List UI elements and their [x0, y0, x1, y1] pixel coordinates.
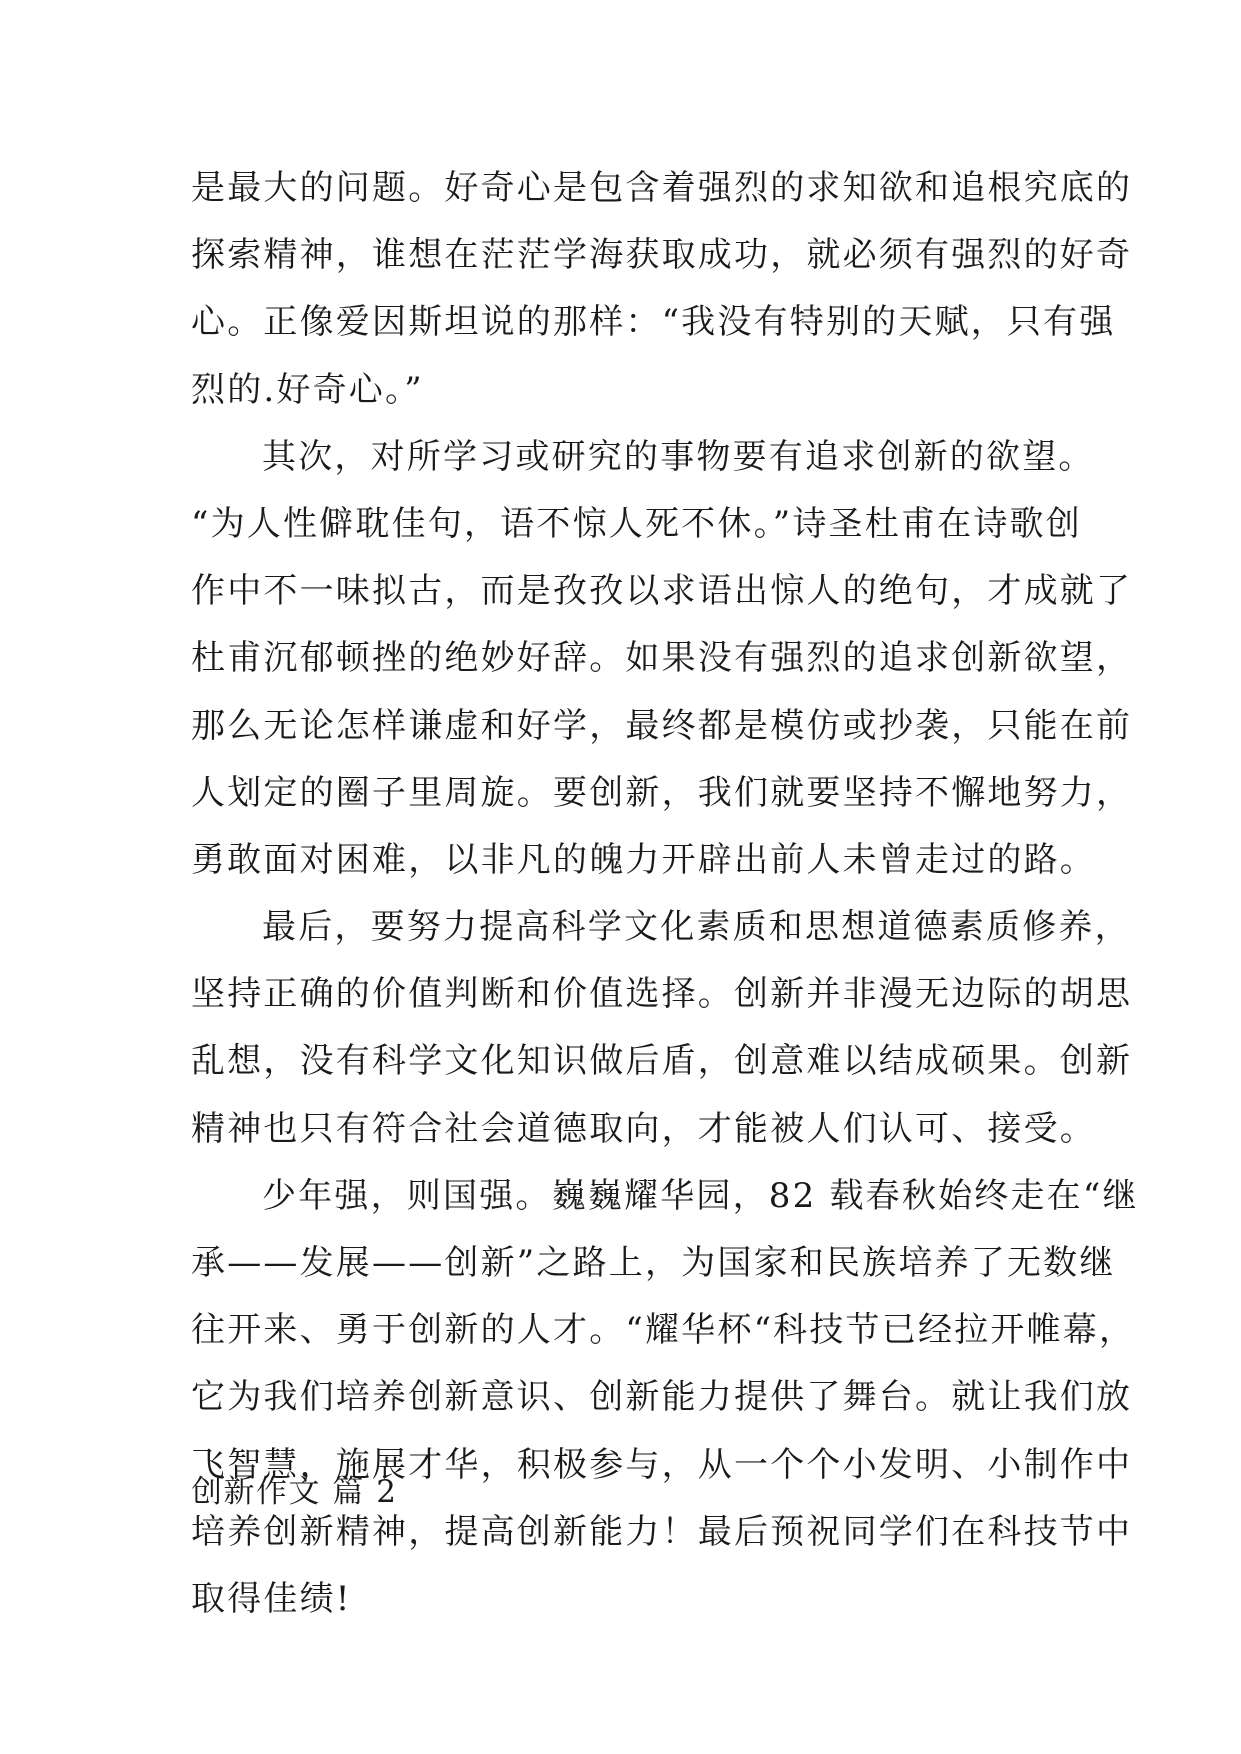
text-line: 往开来、勇于创新的人才。“耀华杯“科技节已经拉开帷幕，: [191, 1310, 1136, 1351]
text-line: 杜甫沉郁顿挫的绝妙好辞。如果没有强烈的追求创新欲望，: [191, 638, 1133, 679]
paragraph-curiosity: [191, 155, 1133, 424]
paragraph-desire-to-innovate: [191, 424, 1133, 894]
text-line: 培养创新精神，提高创新能力！最后预祝同学们在科技节中: [191, 1511, 1133, 1552]
text-line: 心。正像爱因斯坦说的那样：“我没有特别的天赋，只有强: [191, 302, 1116, 343]
text-line: 探索精神，谁想在茫茫学海获取成功，就必须有强烈的好奇: [191, 235, 1133, 276]
text-line: 乱想，没有科学文化知识做后盾，创意难以结成硕果。创新: [191, 1041, 1133, 1082]
text-line: 坚持正确的价值判断和价值选择。创新并非漫无边际的胡思: [191, 974, 1133, 1015]
article-body: [191, 155, 1139, 1633]
paragraph-improve-quality: [191, 894, 1133, 1163]
text-line: 飞智慧，施展才华，积极参与，从一个个小发明、小制作中: [191, 1444, 1133, 1485]
text-line: 取得佳绩!: [191, 1578, 352, 1619]
text-line: 作中不一味拟古，而是孜孜以求语出惊人的绝句，才成就了: [191, 571, 1133, 612]
text-line: 最后，要努力提高科学文化素质和思想道德素质修养，: [262, 907, 1131, 948]
text-line: 其次，对所学习或研究的事物要有追求创新的欲望。: [262, 436, 1095, 477]
text-line: 承——发展——创新”之路上，为国家和民族培养了无数继: [191, 1243, 1116, 1283]
text-line: 是最大的问题。好奇心是包含着强烈的求知欲和追根究底的: [191, 168, 1133, 208]
text-line: 那么无论怎样谦虚和好学，最终都是模仿或抄袭，只能在前: [191, 705, 1133, 746]
text-line: 少年强，则国强。巍巍耀华园，82 载春秋始终走在“继: [262, 1175, 1139, 1216]
text-line: “为人性僻耽佳句，语不惊人死不休。”诗圣杜甫在诗歌创: [191, 503, 1082, 544]
text-line: 烈的.好奇心。”: [191, 369, 424, 410]
text-line: 它为我们培养创新意识、创新能力提供了舞台。就让我们放: [191, 1377, 1133, 1418]
text-line: 人划定的圈子里周旋。要创新，我们就要坚持不懈地努力，: [191, 772, 1133, 813]
paragraph-conclusion: [191, 1163, 1139, 1633]
text-line: 勇敢面对困难，以非凡的魄力开辟出前人未曾走过的路。: [191, 839, 1096, 880]
text-line: 精神也只有符合社会道德取向，才能被人们认可、接受。: [191, 1108, 1096, 1149]
section-heading: 创新作文 篇 2: [191, 1474, 398, 1510]
